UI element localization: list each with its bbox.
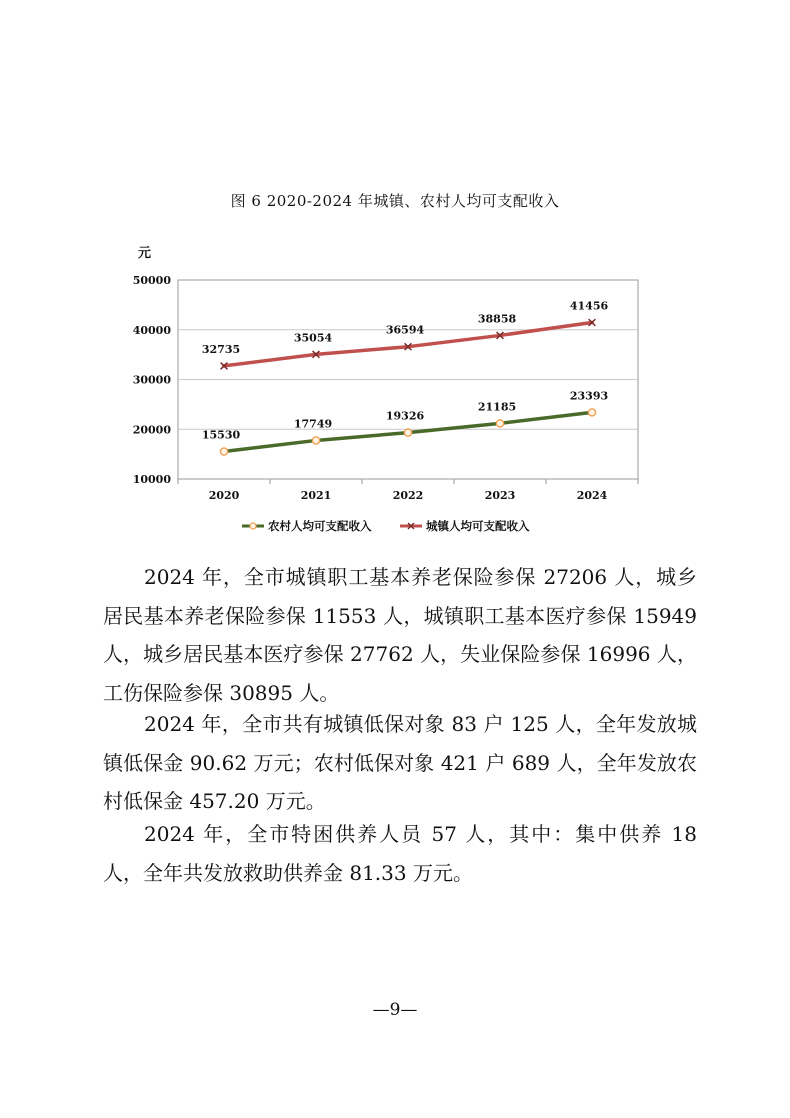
x-tick-label: 2020 xyxy=(208,489,240,502)
data-label: 38858 xyxy=(477,312,517,326)
y-tick-label: 20000 xyxy=(132,423,171,437)
y-tick-label: 10000 xyxy=(132,473,171,486)
x-tick-label: 2021 xyxy=(300,489,332,502)
x-tick-label: 2022 xyxy=(392,489,424,502)
y-axis-label: 元 xyxy=(138,246,152,261)
data-label: 41456 xyxy=(569,299,609,313)
data-label: 19326 xyxy=(385,409,425,423)
data-label: 35054 xyxy=(293,331,333,345)
pension-insurance-paragraph: 2024 年，全市城镇职工基本养老保险参保 27206 人，城乡居民基本养老保险参保 11553 人，城镇职工基本医疗参保 15949 人，城乡居民基本医疗参保 27762 人，失业保险参保 16996 人，工伤保险参保 30895 人。 xyxy=(103,565,697,705)
extreme-poverty-support-paragraph: 2024 年，全市特困供养人员 57 人，其中：集中供养 18 人，全年共发放救助供养金 81.33 万元。 xyxy=(103,822,697,885)
data-point xyxy=(496,420,503,427)
income-line-chart xyxy=(120,240,660,545)
data-point xyxy=(588,409,595,416)
figure-title: 图 6 2020-2024 年城镇、农村人均可支配收入 xyxy=(230,192,560,210)
minimum-living-paragraph: 2024 年，全市共有城镇低保对象 83 户 125 人，全年发放城镇低保金 90.62 万元；农村低保对象 421 户 689 人，全年发放农村低保金 457.20 万元。 xyxy=(103,712,697,813)
data-label: 32735 xyxy=(201,342,241,356)
data-point xyxy=(220,448,227,455)
x-tick-label: 2023 xyxy=(484,489,516,502)
legend-marker xyxy=(250,523,256,529)
data-label: 15530 xyxy=(201,428,241,442)
data-label: 36594 xyxy=(385,323,425,337)
y-tick-label: 30000 xyxy=(132,373,171,387)
data-point xyxy=(312,437,319,444)
legend-label: 城镇人均可支配收入 xyxy=(426,519,530,533)
legend-label: 农村人均可支配收入 xyxy=(268,519,372,533)
page-number: —9— xyxy=(372,1000,418,1020)
data-label: 21185 xyxy=(477,400,517,414)
data-label: 17749 xyxy=(293,417,333,431)
data-point xyxy=(404,429,411,436)
data-label: 23393 xyxy=(569,389,609,403)
y-tick-label: 40000 xyxy=(132,323,171,337)
x-tick-label: 2024 xyxy=(576,489,608,502)
y-tick-label: 50000 xyxy=(132,274,171,287)
